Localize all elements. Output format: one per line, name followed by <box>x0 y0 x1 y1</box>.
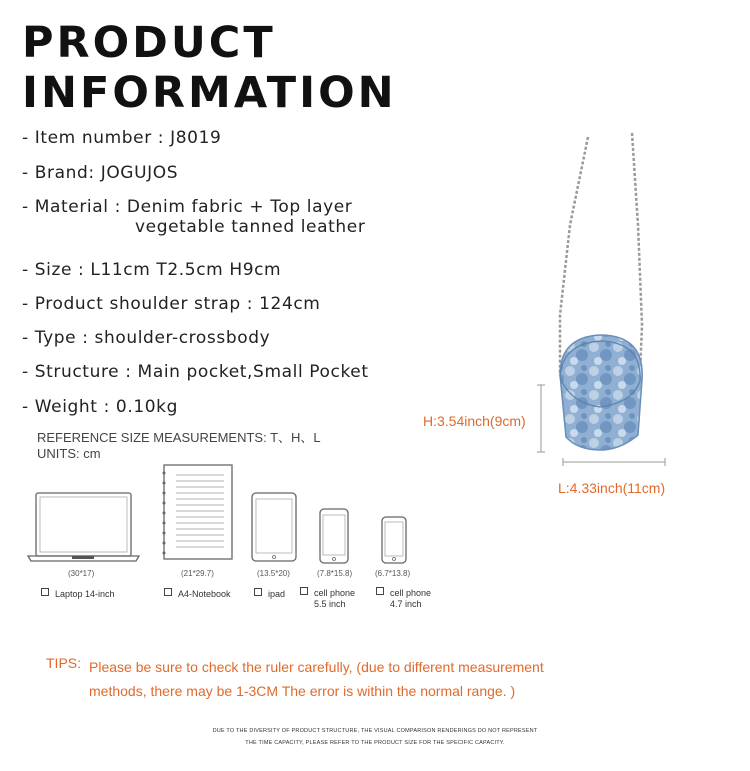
tips-line-2: methods, there may be 1-3CM The error is within the normal range. ) <box>89 683 516 699</box>
spec-material-continuation: vegetable tanned leather <box>135 217 366 237</box>
tips-text <box>89 655 649 703</box>
spec-type: - Type : shoulder-crossbody <box>22 328 271 348</box>
device-comparison <box>0 455 750 625</box>
length-label: L:4.33inch(11cm) <box>558 480 666 496</box>
product-image <box>420 125 740 505</box>
footnote-line-1: DUE TO THE DIVERSITY OF PRODUCT STRUCTURE, THE VISUAL COMPARISON RENDERINGS DO NOT REPRESENT <box>212 728 538 734</box>
spec-strap: - Product shoulder strap : 124cm <box>22 294 321 314</box>
spec-brand: - Brand: JOGUJOS <box>22 163 179 183</box>
title-line-2: INFORMATION <box>22 68 397 118</box>
device-size: (13.5*20) <box>257 569 290 578</box>
spec-weight: - Weight : 0.10kg <box>22 397 178 417</box>
tablet-icon <box>250 491 300 565</box>
device-size: (6.7*13.8) <box>375 569 411 578</box>
laptop-icon <box>26 489 166 569</box>
notebook-icon <box>158 463 238 563</box>
footnote-line-2: THE TIME CAPACITY, PLEASE REFER TO THE PRODUCT SIZE FOR THE SPECIFIC CAPACITY. <box>245 740 505 746</box>
tips-line-1: Please be sure to check the ruler carefully, (due to different measurement <box>89 659 544 675</box>
checkbox-icon <box>254 588 262 596</box>
spec-structure: - Structure : Main pocket,Small Pocket <box>22 362 369 382</box>
page-title <box>22 18 397 118</box>
spec-material: - Material : Denim fabric + Top layer vegetable tanned leather <box>22 197 366 237</box>
device-size: (7.8*15.8) <box>317 569 353 578</box>
title-line-1: PRODUCT <box>22 18 276 68</box>
phone-icon <box>318 507 352 565</box>
device-size: (21*29.7) <box>181 569 214 578</box>
checkbox-icon <box>41 588 49 596</box>
tips-label: TIPS: <box>46 655 82 671</box>
device-label-phone-47: cell phone 4.7 inch <box>376 587 431 610</box>
device-size: (30*17) <box>68 569 95 578</box>
spec-item-number: - Item number : J8019 <box>22 128 222 148</box>
device-label-laptop: Laptop 14-inch <box>41 588 115 600</box>
height-label: H:3.54inch(9cm) <box>423 413 526 429</box>
phone-icon <box>380 515 410 565</box>
device-label-phone-55: cell phone 5.5 inch <box>300 587 355 610</box>
device-label-ipad: ipad <box>254 588 285 600</box>
checkbox-icon <box>164 588 172 596</box>
checkbox-icon <box>376 587 384 595</box>
device-label-notebook: A4-Notebook <box>164 588 231 600</box>
spec-size: - Size : L11cm T2.5cm H9cm <box>22 260 282 280</box>
bag-illustration <box>420 125 740 505</box>
reference-measurements: REFERENCE SIZE MEASUREMENTS: T、H、L <box>37 430 321 445</box>
reference-units: UNITS: cm <box>37 446 101 461</box>
checkbox-icon <box>300 587 308 595</box>
